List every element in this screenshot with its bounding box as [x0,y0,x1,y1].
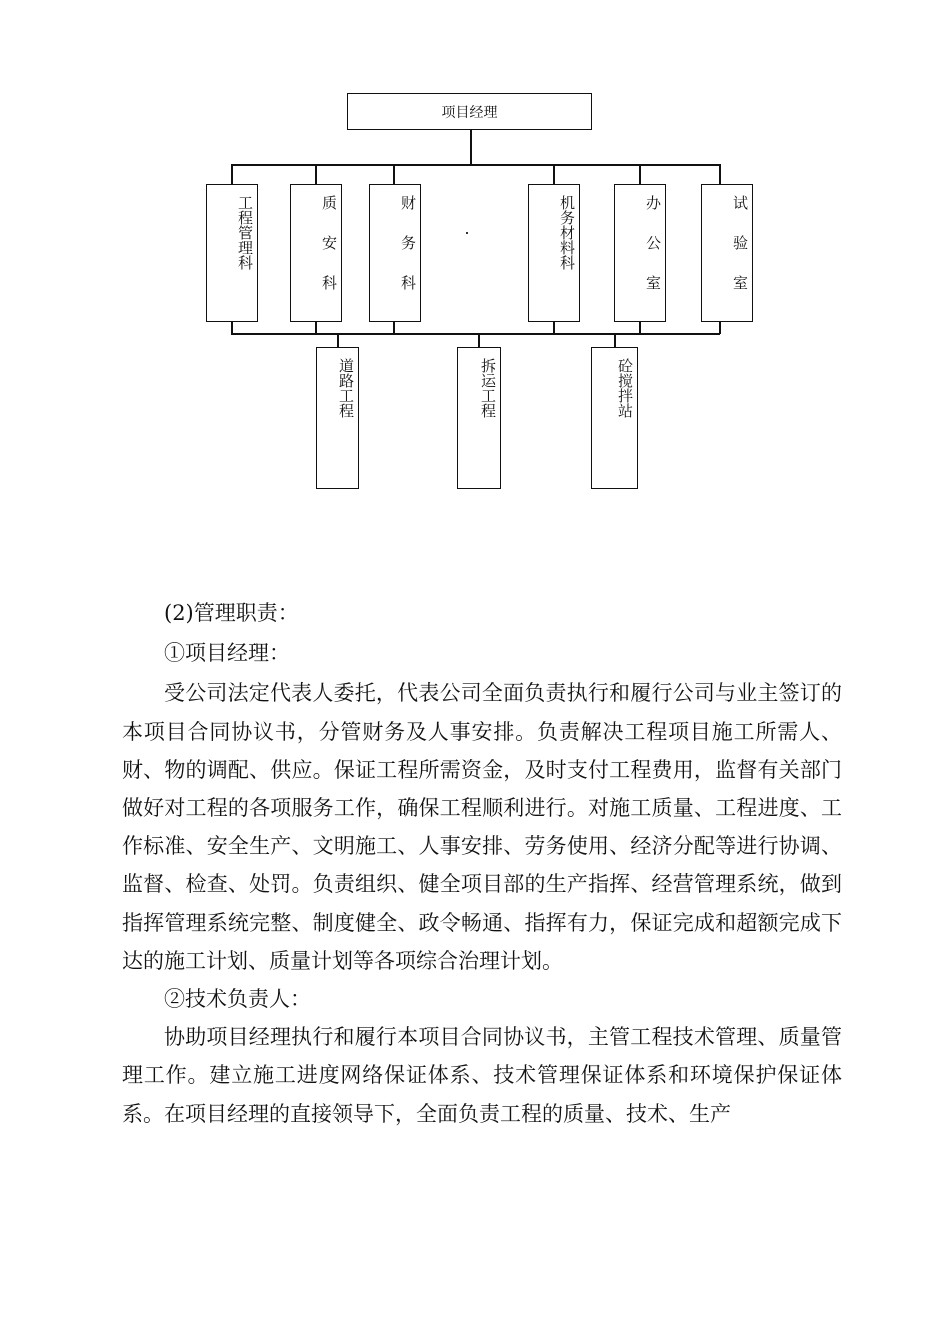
section-title: (2)管理职责： [164,601,299,625]
connector-line [553,164,555,185]
org-box-department [206,184,258,322]
connector-line [337,333,339,348]
connector-line [315,164,317,185]
connector-line [719,164,721,185]
org-box-label: 工程管理科 [236,195,254,270]
connector-line [393,164,395,185]
org-box-department [290,184,342,322]
connector-line [231,164,233,185]
org-box-department [528,184,580,322]
org-box-label: 财务科 [399,195,417,315]
connector-line [478,333,480,348]
org-box-label: 试验室 [731,195,749,315]
org-box-unit [591,347,638,489]
org-box-unit [457,347,501,489]
org-box-project-manager [347,93,592,130]
org-box-department [614,184,666,322]
org-box-department [701,184,753,322]
org-box-label: 机务材料科 [558,195,576,270]
connector-line [639,164,641,185]
org-box-label: 道路工程 [337,358,355,418]
org-box-label: 项目经理 [441,104,498,121]
org-box-label: 质安科 [320,195,338,315]
connector-line [470,130,472,165]
subsection-title: ②技术负责人： [164,987,311,1012]
connector-line [614,333,616,348]
org-box-department [369,184,421,322]
paragraph: 受公司法定代表人委托，代表公司全面负责执行和履行公司与业主签订的本项目合同协议书，分管财务及人事安排。负责解决工程项目施工所需人、财、物的调配、供应。保证工程所需资金，及时支付工程费用，监督有关部门做好对工程的各项服务工作，确保工程顺利进行。对施工质量、工程进度、工作标准、安全生产、文明施工、人事安排、劳务使用、经济分配等进行协调、监督、检查、处罚。负责组织、健全项目部的生产指挥、经营管理系统，做到指挥管理系统完整、制度健全、政令畅通、指挥有力，保证完成和超额完成下达的施工计划、质量计划等各项综合治理计划。 [122,681,842,973]
org-box-unit [316,347,359,489]
duties-text [122,594,842,1133]
org-box-label: 砼搅拌站 [616,358,634,418]
subsection-title: ①项目经理： [164,641,290,666]
org-chart [0,0,950,560]
org-box-label: 办公室 [644,195,662,315]
paragraph: 协助项目经理执行和履行本项目合同协议书，主管工程技术管理、质量管理工作。建立施工进度网络保证体系、技术管理保证体系和环境保护保证体系。在项目经理的直接领导下，全面负责工程的质量、技术、生产 [122,1025,842,1126]
stray-dot [466,232,468,234]
connector-line [231,164,720,166]
connector-line [231,333,720,335]
org-box-label: 拆运工程 [479,358,497,418]
